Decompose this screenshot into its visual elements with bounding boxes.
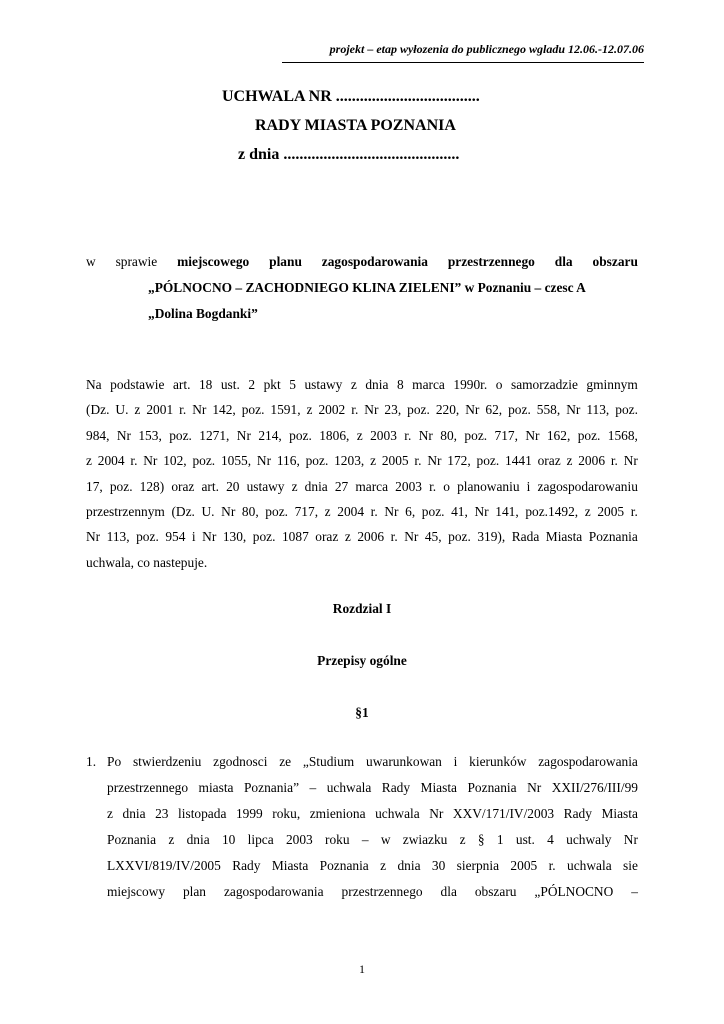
word: Nr [427,453,442,469]
word: art. [201,478,219,494]
word: 2006 [578,453,606,469]
word: r. [414,453,422,469]
word: poz. [421,504,445,520]
word: listopada [178,806,227,821]
word: uchwala [567,858,612,873]
word: 113, [586,402,610,418]
list-item-line [107,775,638,801]
word: przestrzennego [341,884,423,899]
word: 954 [165,529,186,545]
word: Nr [192,402,207,418]
word: – [631,884,638,899]
word: 717, [494,427,518,443]
word: Poznania [107,832,157,847]
list-item-line [107,801,638,827]
word: 153, [138,427,162,443]
word: dnia [122,806,146,821]
word: Rady [232,858,261,873]
word: poz. [476,453,500,469]
word: r. [130,453,138,469]
list-item-line [107,879,638,905]
word: dnia [186,832,210,847]
word: uwarunkowan [366,754,442,769]
word: Na [86,377,102,392]
word: r. [404,427,412,443]
word: uchwala [375,806,420,821]
word: U. [115,402,129,418]
word: 2004 [337,504,365,520]
word: 5 [289,377,296,392]
word: r. [351,402,359,418]
word: 1806, [319,427,350,443]
word: ze [279,754,292,769]
word: z [168,832,175,847]
word: przestrzennego [107,780,189,795]
word: Poznania” [243,780,300,795]
word: z [324,504,331,520]
word: 102, [163,453,187,469]
word: dnia [365,377,389,392]
word: Po [107,754,122,769]
word: dnia [397,858,421,873]
word: 30 [431,858,446,873]
word: 1203, [334,453,365,469]
word: 1999 [235,806,263,821]
word: (Dz. [86,402,110,418]
word: 1 [496,832,504,847]
word: ustawy [246,478,285,494]
word: oraz [171,478,195,494]
list-item-body [107,749,638,905]
word: poz. [109,478,133,494]
word: 128) [139,478,165,494]
word: Nr [364,402,379,418]
word: z [370,453,377,469]
word: 2001 [146,402,174,418]
word: 18 [198,377,213,392]
subject-line-3: „Dolina Bogdanki” [148,306,258,321]
word: r. [610,453,618,469]
word: poz. [136,529,159,545]
word: Nr [202,529,217,545]
subject-word: zagospodarowania [321,254,428,269]
word: Nr [566,402,581,418]
word: 141, [495,504,519,520]
word: poz. [448,529,471,545]
draft-status-note: projekt – etap wyłozenia do publicznego wgladu 12.06.-12.07.06 [329,42,644,56]
word: zagospodarowaniu [537,478,638,494]
word: uchwaly [566,832,612,847]
word: poz. [615,402,638,418]
word: marca [355,478,389,494]
word: 23, [384,402,402,418]
word: art. [172,377,191,392]
word: poz. [305,453,329,469]
word: poz. [252,529,276,545]
word: i [526,478,531,494]
word: plan [182,884,207,899]
word: z [350,377,357,392]
word: poz. [508,402,531,418]
word: 319), [477,529,506,545]
word: z [459,832,466,847]
word: oraz [315,529,339,545]
word: XXII/276/III/99 [551,780,638,795]
word: – [309,780,317,795]
word: Nr [465,402,480,418]
word: 8 [396,377,404,392]
word: Nr [143,453,158,469]
word: z [344,529,351,545]
list-item-number: 1. [86,754,97,769]
word: Miasta [545,529,583,545]
word: Poznania [588,529,638,545]
chapter-heading: Rozdzial I [332,601,392,616]
word: z [356,427,363,443]
resolution-date-title: z dnia ............................................ [238,146,460,163]
word: ustawy [304,377,343,392]
section-mark: §1 [355,705,369,720]
word: Nr [86,529,101,545]
word: poz. [169,427,192,443]
word: miejscowy [107,884,166,899]
subject-word: przestrzennego [447,254,535,269]
word: 1591, [270,402,301,418]
word: poz. [241,402,265,418]
word: gminnym [586,377,638,392]
word: 1271, [199,427,230,443]
word: 45, [424,529,442,545]
legal-basis-paragraph [86,372,638,575]
word: 2004 [97,453,125,469]
word: 80, [440,427,458,443]
word: 17, [86,478,103,494]
word: r. [630,504,638,520]
word: Nr [525,427,540,443]
legal-basis-line [86,397,638,422]
legal-basis-line [86,423,638,448]
chapter-subheading: Przepisy ogólne [317,653,407,668]
word: 2005 [381,453,409,469]
word: sie [623,858,638,873]
word: marca [412,377,445,392]
word: z [107,806,113,821]
word: stwierdzeniu [132,754,202,769]
word: o [443,478,450,494]
word: z [86,453,92,469]
word: samorzadzie [510,377,578,392]
word: z [584,504,591,520]
word: ust. [515,832,535,847]
word: 1055, [220,453,252,469]
word: 558, [536,402,561,418]
word: zagospodarowania [223,884,324,899]
word: Nr [404,529,419,545]
word: poz. [577,427,601,443]
word: 10 [221,832,236,847]
word: Nr [623,832,638,847]
word: przestrzennym [86,504,165,520]
list-item-line [107,749,638,775]
subject-line-1 [86,249,638,275]
word: U. [201,504,215,520]
word: Nr [236,427,251,443]
word: z [306,402,313,418]
word: 2003 [395,478,422,494]
word: 2006 [357,529,385,545]
word: Rada [511,529,540,545]
word: planowaniu [457,478,520,494]
subject-word: obszaru [592,254,638,269]
word: 142, [212,402,236,418]
word: 717, [294,504,319,520]
legal-basis-last-line: uchwala, co nastepuje. [86,554,208,570]
word: Rady [563,806,592,821]
word: zgodnosci [213,754,268,769]
word: Miasta [271,858,309,873]
word: Poznania [319,858,369,873]
subject-word: miejscowego [177,254,250,269]
council-name-title: RADY MIASTA POZNANIA [255,117,456,134]
page-number: 1 [359,962,365,976]
legal-basis-line [86,372,638,397]
resolution-number-title: UCHWALA NR .................................... [222,88,480,105]
word: 20 [226,478,240,494]
word: „PÓLNOCNO [534,884,614,899]
word: r. [370,504,378,520]
word: 1087 [281,529,309,545]
word: Nr [116,427,131,443]
word: Nr [474,504,489,520]
word: oraz [537,453,561,469]
legal-basis-line [86,448,638,473]
word: miasta [198,780,234,795]
word: pkt [263,377,281,392]
word: 113, [106,529,130,545]
word: r. [429,478,437,494]
word: i [191,529,196,545]
word: Nr [256,453,272,469]
resolution-subject [86,249,638,327]
subject-word: w [86,254,96,269]
header-divider [282,62,644,63]
subject-word: sprawie [115,254,158,269]
word: 172, [447,453,471,469]
word: (Dz. [171,504,195,520]
word: poz. [464,427,488,443]
word: 1568, [607,427,638,443]
word: 162, [546,427,571,443]
word: 27 [334,478,349,494]
word: kierunków [469,754,527,769]
word: 2005 [597,504,625,520]
word: uchwala [326,780,372,795]
word: z [566,453,573,469]
subject-line-2: „PÓLNOCNO – ZACHODNIEGO KLINA ZIELENI” w Poznaniu – czesc A [148,280,586,295]
word: Nr [384,504,399,520]
word: 2002 [318,402,346,418]
list-item [86,749,638,905]
word: XXV/171/IV/2003 [452,806,555,821]
word: 4 [547,832,554,847]
word: dla [440,884,457,899]
word: podstawie [110,377,165,392]
word: poz. [289,427,312,443]
word: r. [390,529,398,545]
word: sierpnia [456,858,500,873]
word: LXXVI/819/IV/2005 [107,858,221,873]
word: Nr [429,806,444,821]
word: 2003 [285,832,313,847]
word: obszaru [474,884,517,899]
word: 214, [258,427,282,443]
word: 80, [241,504,259,520]
word: z [134,402,141,418]
word: 2 [248,377,256,392]
word: Rady [381,780,411,795]
word: Miasta [420,780,457,795]
word: r. [548,858,556,873]
word: 1441 [505,453,532,469]
word: w [380,832,391,847]
word: dnia [304,478,328,494]
word: Miasta [601,806,638,821]
word: poz. [265,504,288,520]
legal-basis-line [86,499,638,524]
word: 23 [155,806,169,821]
word: 41, [451,504,468,520]
word: 2003 [370,427,397,443]
legal-basis-line [86,524,638,549]
word: roku [325,832,350,847]
word: poz. [192,453,216,469]
word: 62, [485,402,503,418]
word: zwiazku [402,832,448,847]
word: zmieniona [309,806,366,821]
list-item-line [107,827,638,853]
word: ust. [220,377,240,392]
word: 116, [276,453,300,469]
word: zagospodarowania [538,754,638,769]
word: 130, [222,529,247,545]
list-item-line [107,853,638,879]
word: i [453,754,458,769]
word: Nr [418,427,433,443]
word: z [291,478,298,494]
word: 220, [435,402,460,418]
word: „Studium [302,754,355,769]
word: Poznania [467,780,517,795]
subject-word: dla [554,254,573,269]
word: 984, [86,427,110,443]
word: poz.1492, [525,504,579,520]
word: – [361,832,369,847]
word: z [380,858,387,873]
word: lipca [247,832,274,847]
legal-basis-line [86,474,638,499]
word: roku, [272,806,301,821]
word: poz. [407,402,430,418]
word: § [477,832,485,847]
word: Nr [623,453,638,469]
word: r. [179,402,187,418]
word: Nr [527,780,542,795]
word: 2005 [510,858,538,873]
word: o [495,377,503,392]
word: 1990r. [453,377,488,392]
word: Nr [221,504,236,520]
subject-word: planu [269,254,302,269]
word: 6, [405,504,416,520]
